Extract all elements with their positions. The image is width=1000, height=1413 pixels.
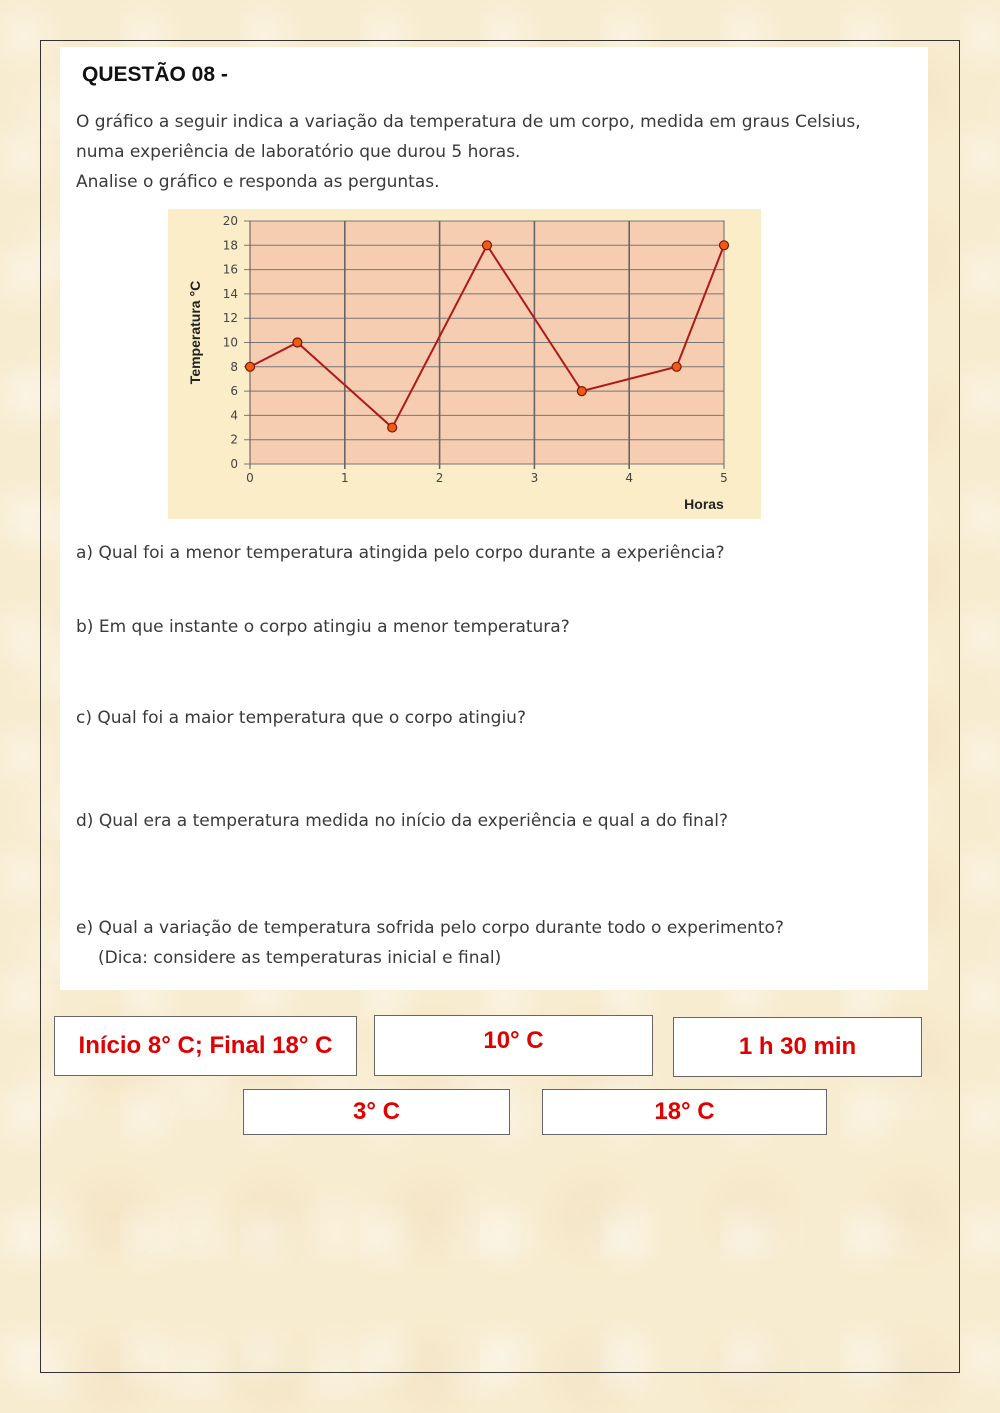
question-d: d) Qual era a temperatura medida no início da experiência e qual a do final? [76,811,728,831]
x-tick-label: 4 [625,471,634,485]
question-intro [76,107,916,197]
intro-line: O gráfico a seguir indica a variação da temperatura de um corpo, medida em graus Celsius, [76,112,861,132]
y-tick-label: 14 [222,286,238,301]
x-tick-label: 0 [246,471,254,485]
data-point [672,362,681,371]
y-tick-label: 10 [222,335,238,350]
question-title: QUESTÃO 08 - [82,63,228,86]
y-tick-label: 18 [222,238,238,253]
intro-line: Analise o gráfico e responda as perguntas. [76,172,440,192]
answer-card[interactable]: Início 8° C; Final 18° C [54,1016,357,1076]
x-tick-label: 2 [435,471,444,485]
data-point [720,241,729,250]
question-b: b) Em que instante o corpo atingiu a menor temperatura? [76,617,570,637]
y-tick-label: 6 [230,384,238,399]
y-tick-label: 12 [222,311,238,326]
data-point [577,387,586,396]
y-tick-label: 0 [230,457,238,471]
question-e-hint: (Dica: considere as temperaturas inicial e final) [98,948,502,968]
x-tick-label: 5 [720,471,728,485]
x-axis-label: Horas [684,496,724,512]
question-e: e) Qual a variação de temperatura sofrida pelo corpo durante todo o experimento? [76,918,784,938]
data-point [246,362,255,371]
y-tick-label: 8 [230,359,238,374]
answer-card[interactable]: 3° C [243,1089,510,1135]
data-point [293,338,302,347]
data-point [483,241,492,250]
y-tick-label: 4 [230,408,238,423]
question-c: c) Qual foi a maior temperatura que o corpo atingiu? [76,708,526,728]
answer-card[interactable]: 18° C [542,1089,827,1135]
temperature-chart [168,209,761,519]
x-tick-label: 1 [340,471,349,485]
question-sheet [60,47,928,990]
y-tick-label: 2 [230,432,238,447]
answer-card[interactable]: 1 h 30 min [673,1017,922,1077]
answer-card[interactable]: 10° C [374,1015,653,1076]
y-axis-label: Temperatura °C [187,280,203,385]
question-a: a) Qual foi a menor temperatura atingida pelo corpo durante a experiência? [76,543,725,563]
chart-svg [168,209,761,519]
y-tick-label: 20 [222,214,238,228]
x-tick-label: 3 [530,471,539,485]
y-tick-label: 16 [222,262,238,277]
data-point [388,423,397,432]
intro-line: numa experiência de laboratório que durou 5 horas. [76,142,521,162]
